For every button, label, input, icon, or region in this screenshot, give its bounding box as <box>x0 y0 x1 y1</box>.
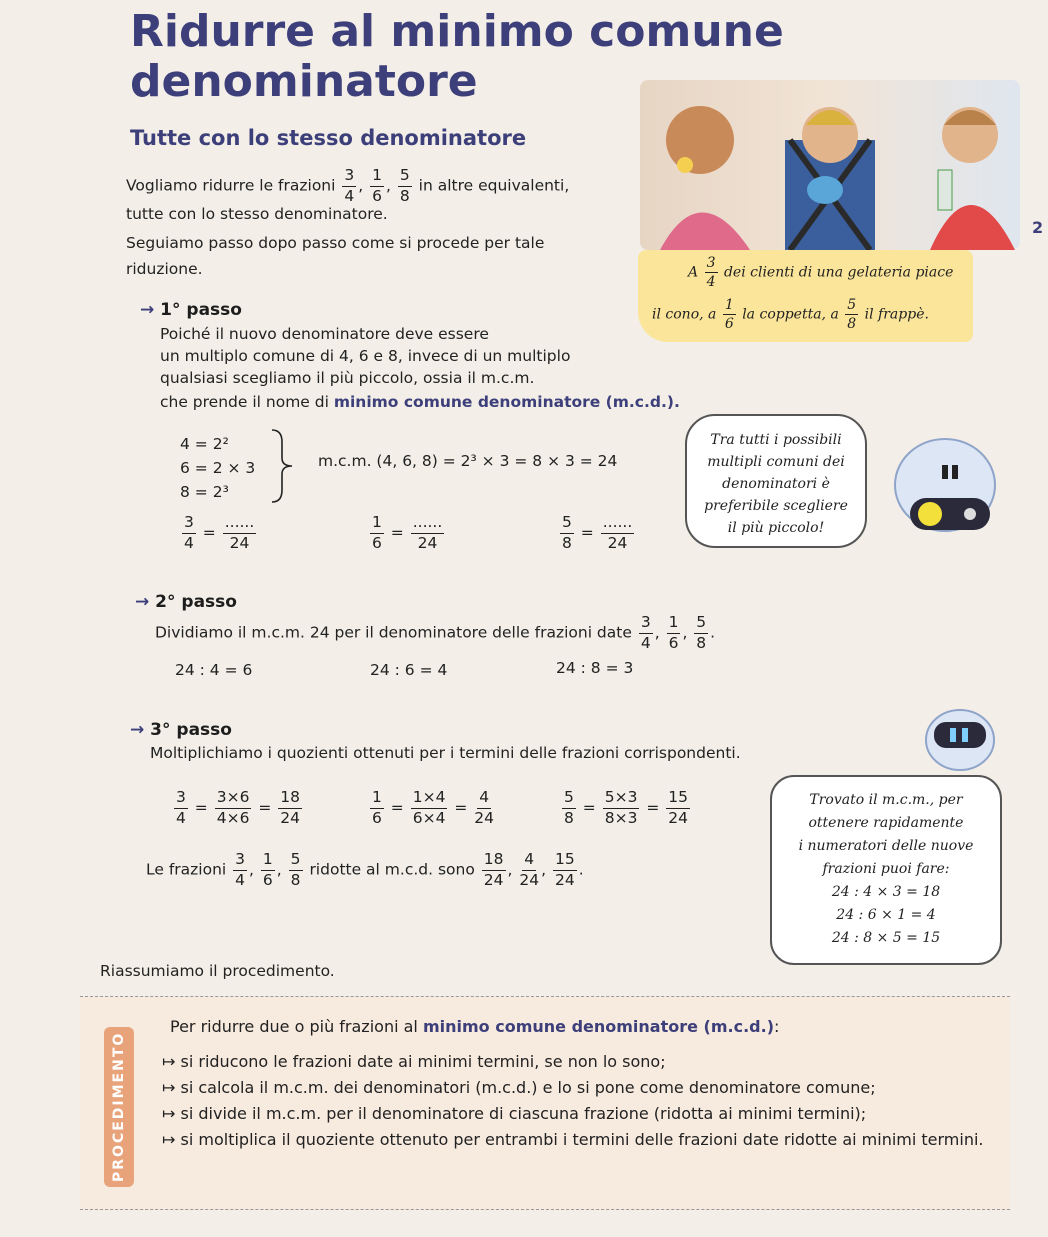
step1-text1: Poiché il nuovo denominatore deve essere <box>160 325 489 343</box>
brace-icon <box>268 428 298 504</box>
step1-text4: che prende il nome di minimo comune denominatore (m.c.d.). <box>160 393 680 411</box>
riassumiamo: Riassumiamo il procedimento. <box>100 962 335 980</box>
intro-line1: Vogliamo ridurre le frazioni $\frac{3}{4}$ , $\frac{1}{6}$ , $\frac{5}{8}$ in altre equivalenti, <box>126 166 570 205</box>
bullet-arrow-icon: ↦ <box>162 1052 176 1071</box>
step2-text: Dividiamo il m.c.m. 24 per il denominatore delle frazioni date $\frac{3}{4}$ , $\frac{1}{6}$ , $\frac{5}{8}$ . <box>155 613 716 652</box>
product-1: $\frac{3}{4}$ = $\frac{3\times 6}{4\times 6}$ = $\frac{18}{24}$ <box>176 788 301 827</box>
step2-label: → 2° passo <box>135 592 237 612</box>
caption-part1: A <box>688 264 699 281</box>
blank-frac-2: $\frac{1}{6}$ = $\frac{......}{24}$ <box>372 513 443 552</box>
bubble2-line4: frazioni puoi fare: <box>822 861 950 877</box>
intro-line2: tutte con lo stesso denominatore. <box>126 205 388 223</box>
step1-label: → 1° passo <box>140 300 242 320</box>
bubble1-line5: il più piccolo! <box>727 520 825 536</box>
procedure-list <box>162 1049 1002 1153</box>
result-line: Le frazioni $\frac{3}{4}$ , $\frac{1}{6}$ , $\frac{5}{8}$ ridotte al m.c.d. sono $\frac{18}{24}$ , $\frac{4}{24}$ , $\frac{15}{24}$ . <box>146 850 584 889</box>
caption-part4: la coppetta, a <box>742 306 839 323</box>
procedure-tab: PROCEDIMENTO <box>104 1027 134 1187</box>
step3-text: Moltiplichiamo i quozienti ottenuti per i termini delle frazioni corrispondenti. <box>150 744 741 762</box>
kids-photo-icon <box>640 80 1020 250</box>
procedure-item-3: ↦ si divide il m.c.m. per il denominatore di ciascuna frazione (ridotta ai minimi termini); <box>162 1104 867 1123</box>
bubble2-line3: i numeratori delle nuove <box>798 838 974 854</box>
tip-bubble-1 <box>685 414 867 548</box>
blank-frac-3: $\frac{5}{8}$ = $\frac{......}{24}$ <box>562 513 633 552</box>
illustration-caption: A $\frac{3}{4}$ dei clienti di una gelateria piace il cono, a $\frac{1}{6}$ la coppetta, a $\frac{5}{8}$ il frappè. <box>638 250 973 342</box>
procedure-item-4: ↦ si moltiplica il quoziente ottenuto per entrambi i termini delle frazioni date ridotte ai minimi termini. <box>162 1130 984 1149</box>
blank-frac-1: $\frac{3}{4}$ = $\frac{......}{24}$ <box>184 513 255 552</box>
caption-part2: dei clienti di una gelateria piace <box>723 264 954 281</box>
factorization-8: 8 = 2³ <box>180 483 229 501</box>
bubble2-line1: Trovato il m.c.m., per <box>809 792 963 808</box>
page-title-line2: denominatore <box>130 56 478 107</box>
caption-part5: il frappè. <box>864 306 929 323</box>
bubble2-line5: 24 : 4 × 3 = 18 <box>831 884 941 900</box>
intro-line4: riduzione. <box>126 260 203 278</box>
bubble1-line2: multipli comuni dei <box>707 454 845 470</box>
mcm-expression: m.c.m. (4, 6, 8) = 2³ × 3 = 8 × 3 = 24 <box>318 452 618 470</box>
intro-line3: Seguiamo passo dopo passo come si procede per tale <box>126 234 545 252</box>
intro-text1: Vogliamo ridurre le frazioni <box>126 176 336 195</box>
division-1: 24 : 4 = 6 <box>175 661 253 679</box>
procedure-intro: Per ridurre due o più frazioni al minimo comune denominatore (m.c.d.): <box>170 1017 780 1036</box>
product-3: $\frac{5}{8}$ = $\frac{5\times 3}{8\times 3}$ = $\frac{15}{24}$ <box>564 788 689 827</box>
tip-bubble-2 <box>770 775 1002 965</box>
arrow-right-icon: → <box>140 300 155 320</box>
factorization-6: 6 = 2 × 3 <box>180 459 256 477</box>
bullet-arrow-icon: ↦ <box>162 1104 176 1123</box>
product-2: $\frac{1}{6}$ = $\frac{1\times 4}{6\times 4}$ = $\frac{4}{24}$ <box>372 788 495 827</box>
procedure-item-1: ↦ si riducono le frazioni date ai minimi termini, se non lo sono; <box>162 1052 666 1071</box>
step1-text2: un multiplo comune di 4, 6 e 8, invece di un multiplo <box>160 347 571 365</box>
procedure-box <box>80 996 1010 1210</box>
bubble2-line7: 24 : 8 × 5 = 15 <box>831 930 941 946</box>
bubble2-line6: 24 : 6 × 1 = 4 <box>836 907 936 923</box>
division-2: 24 : 6 = 4 <box>370 661 448 679</box>
division-3: 24 : 8 = 3 <box>556 659 634 677</box>
bubble1-line3: denominatori è <box>722 476 830 492</box>
mcd-term: minimo comune denominatore (m.c.d.). <box>333 393 680 411</box>
page-title-line1: Ridurre al minimo comune <box>130 6 784 57</box>
factorization-4: 4 = 2² <box>180 435 229 453</box>
step3-label: → 3° passo <box>130 720 232 740</box>
bubble1-line1: Tra tutti i possibili <box>710 432 842 448</box>
bullet-arrow-icon: ↦ <box>162 1130 176 1149</box>
arrow-right-icon: → <box>130 720 145 740</box>
arrow-right-icon: → <box>135 592 150 612</box>
factorizations <box>180 432 255 504</box>
kids-illustration <box>640 80 1020 250</box>
robot-mascot-icon <box>890 430 1000 540</box>
bubble2-line2: ottenere rapidamente <box>808 815 964 831</box>
bullet-arrow-icon: ↦ <box>162 1078 176 1097</box>
intro-text2: in altre equivalenti, <box>418 176 570 195</box>
page-number: 2 <box>1032 218 1044 237</box>
section-title: Tutte con lo stesso denominatore <box>130 126 527 150</box>
caption-part3: il cono, a <box>652 306 717 323</box>
bubble1-line4: preferibile scegliere <box>704 498 848 514</box>
procedure-item-2: ↦ si calcola il m.c.m. dei denominatori (m.c.d.) e lo si pone come denominatore comune; <box>162 1078 876 1097</box>
step1-text3: qualsiasi scegliamo il più piccolo, ossia il m.c.m. <box>160 369 535 387</box>
robot-head-icon <box>920 700 1000 780</box>
